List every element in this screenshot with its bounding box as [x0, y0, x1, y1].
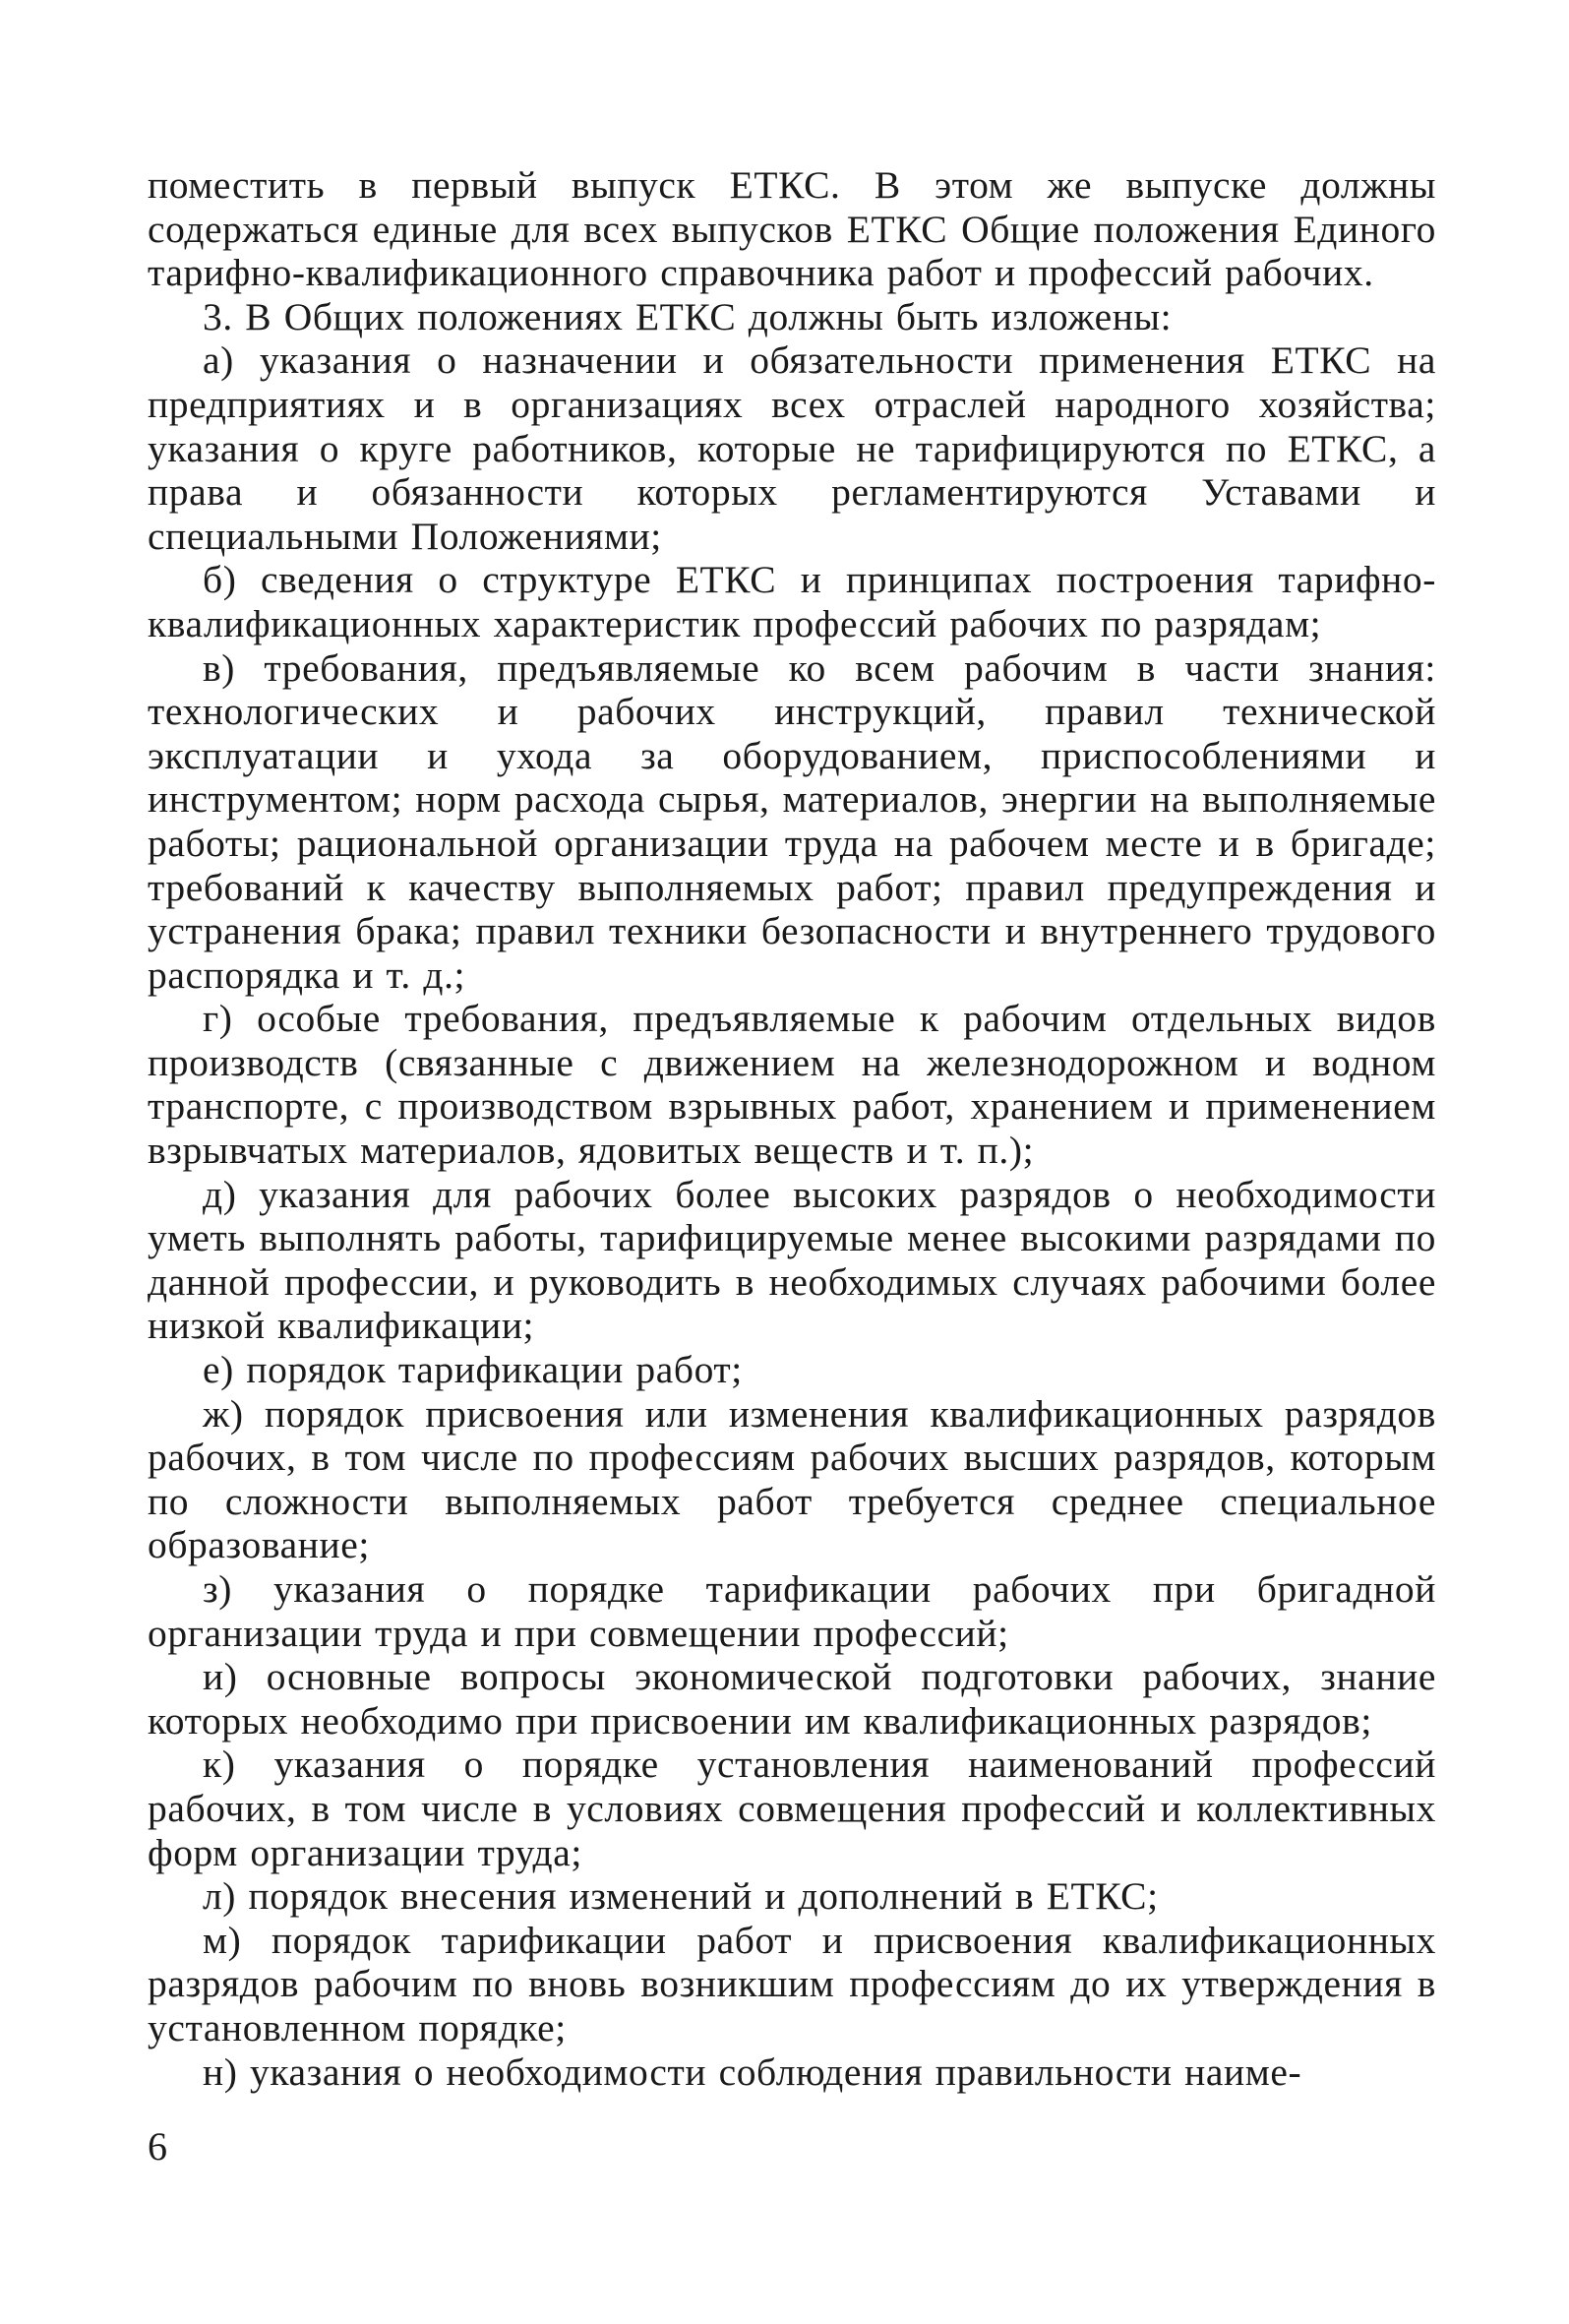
paragraph-section-3: 3. В Общих положениях ЕТКС должны быть изложены:: [203, 294, 1173, 338]
paragraph-item-g: г) особые требования, предъявляемые к рабочим отдельных видов производств (связанные с движением на железнодорожном и водном транспорте, с производством взрывных работ, хранением и применением взрывчатых материалов, ядовитых веществ и т. п.);: [148, 997, 1436, 1173]
paragraph-item-a: а) указания о назначении и обязательности применения ЕТКС на предприятиях и в организациях всех отраслей народного хозяйства; указания о круге работников, которые не тарифицируются по ЕТКС, а права и обязанности которых регламентируются Уставами и специальными Положениями;: [148, 338, 1436, 558]
paragraph-item-v: в) требования, предъявляемые ко всем рабочим в части знания: технологических и рабочих инструкций, правил технической эксплуатации и ухода за оборудованием, приспособлениями и инструментом; норм расхода сырья, материалов, энергии на выполняемые работы; рациональной организации труда на рабочем месте и в бригаде; требований к качеству выполняемых работ; правил предупреждения и устранения брака; правил техники безопасности и внутреннего трудового распорядка и т. д.;: [148, 645, 1436, 997]
body-text: [148, 163, 1436, 2094]
paragraph-item-i: и) основные вопросы экономической подготовки рабочих, знание которых необходимо при присвоении им квалификационных разрядов;: [148, 1655, 1436, 1743]
paragraph-item-b: б) сведения о структуре ЕТКС и принципах построения тарифно-квалификационных характеристик профессий рабочих по разрядам;: [148, 558, 1436, 645]
paragraph-continuation: поместить в первый выпуск ЕТКС. В этом же выпуске должны содержаться единые для всех выпусков ЕТКС Общие положения Единого тарифно-квалификационного справочника работ и профессий рабочих.: [148, 163, 1436, 295]
paragraph-item-n: н) указания о необходимости соблюдения правильности наиме-: [203, 2049, 1302, 2094]
paragraph-item-zh: ж) порядок присвоения или изменения квалификационных разрядов рабочих, в том числе по профессиям рабочих высших разрядов, которым по сложности выполняемых работ требуется среднее специальное образование;: [148, 1391, 1436, 1567]
page-number: 6: [148, 2124, 167, 2169]
paragraph-item-d: д) указания для рабочих более высоких разрядов о необходимости уметь выполнять работы, тарифицируемые менее высокими разрядами по данной профессии, и руководить в необходимых случаях рабочими более низкой квалификации;: [148, 1172, 1436, 1348]
paragraph-item-l: л) порядок внесения изменений и дополнений в ЕТКС;: [203, 1874, 1159, 1919]
paragraph-item-z: з) указания о порядке тарификации рабочих при бригадной организации труда и при совмещении профессий;: [148, 1567, 1436, 1655]
paragraph-item-k: к) указания о порядке установления наименований профессий рабочих, в том числе в условиях совмещения профессий и коллективных форм организации труда;: [148, 1743, 1436, 1874]
paragraph-item-e: е) порядок тарификации работ;: [203, 1348, 743, 1392]
paragraph-item-m: м) порядок тарификации работ и присвоения квалификационных разрядов рабочим по вновь возникшим профессиям до их утверждения в установленном порядке;: [148, 1918, 1436, 2049]
